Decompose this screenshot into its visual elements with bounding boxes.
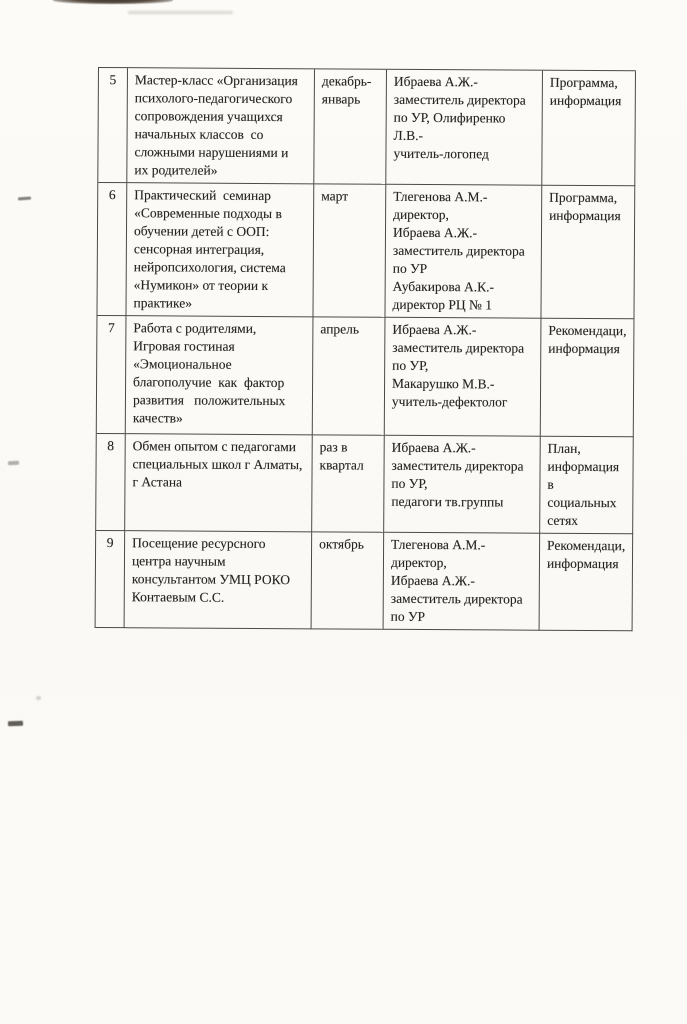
- cell-output: Рекомендаци, информация: [540, 534, 634, 632]
- cell-responsible: Ибраева А.Ж.- заместитель директора по УР, Макарушко М.В.- учитель-дефектолог: [385, 318, 542, 437]
- table-row: [97, 316, 635, 437]
- cell-responsible: Ибраева А.Ж.- заместитель директора по УР, Олифиренко Л.В.- учитель-логопед: [386, 70, 543, 186]
- cell-row-number: 6: [97, 183, 127, 316]
- table-row: [96, 434, 634, 534]
- cell-row-number: 9: [96, 531, 126, 628]
- cell-timing: декабрь- январь: [314, 69, 387, 184]
- table-row: [98, 68, 636, 186]
- cell-activity: Работа с родителями, Игровая гостиная «Эмоциональное благополучие как фактор развития положительных качеств»: [126, 316, 314, 435]
- cell-responsible: Тлегенова А.М.- директор, Ибраева А.Ж.- заместитель директора по УР: [384, 533, 541, 631]
- cell-activity: Посещение ресурсного центра научным консультантом УМЦ РОКО Контаевым С.С.: [125, 531, 313, 629]
- cell-row-number: 8: [96, 434, 126, 531]
- cell-timing: раз в квартал: [312, 435, 385, 532]
- table-row: [97, 183, 635, 319]
- cell-timing: октябрь: [312, 532, 385, 629]
- cell-activity: Обмен опытом с педагогами специальных школ г Алматы, г Астана: [125, 434, 313, 532]
- cell-row-number: 5: [98, 68, 128, 183]
- cell-activity: Практический семинар «Современные подходы в обучении детей с ООП: сенсорная интеграция, нейропсихология, система «Нумикон» от теории к практике»: [126, 183, 314, 317]
- activity-plan-table: [95, 67, 636, 631]
- cell-output: План, информация в социальных сетях: [540, 437, 634, 535]
- scan-smudge-top: [53, 0, 173, 4]
- cell-activity: Мастер-класс «Организация психолого-педагогического сопровождения учащихся начальных классов со сложными нарушениями и их родителей»: [127, 68, 315, 184]
- cell-row-number: 7: [97, 316, 127, 434]
- cell-responsible: Тлегенова А.М.- директор, Ибраева А.Ж.- заместитель директора по УР Аубакирова А.К.- директор РЦ № 1: [385, 185, 542, 319]
- cell-output: Программа, информация: [542, 71, 636, 187]
- cell-timing: март: [313, 184, 386, 317]
- scan-speck: [36, 696, 41, 700]
- scan-streak: [128, 11, 233, 14]
- margin-pen-mark: [18, 197, 31, 201]
- margin-pen-mark: [8, 461, 19, 466]
- cell-output: Рекомендаци, информация: [541, 319, 635, 438]
- cell-output: Программа, информация: [541, 186, 635, 320]
- cell-responsible: Ибраева А.Ж.- заместитель директора по УР, педагоги тв.группы: [384, 436, 541, 534]
- table-row: [96, 531, 634, 631]
- margin-pen-mark: [8, 721, 23, 727]
- cell-timing: апрель: [313, 317, 386, 435]
